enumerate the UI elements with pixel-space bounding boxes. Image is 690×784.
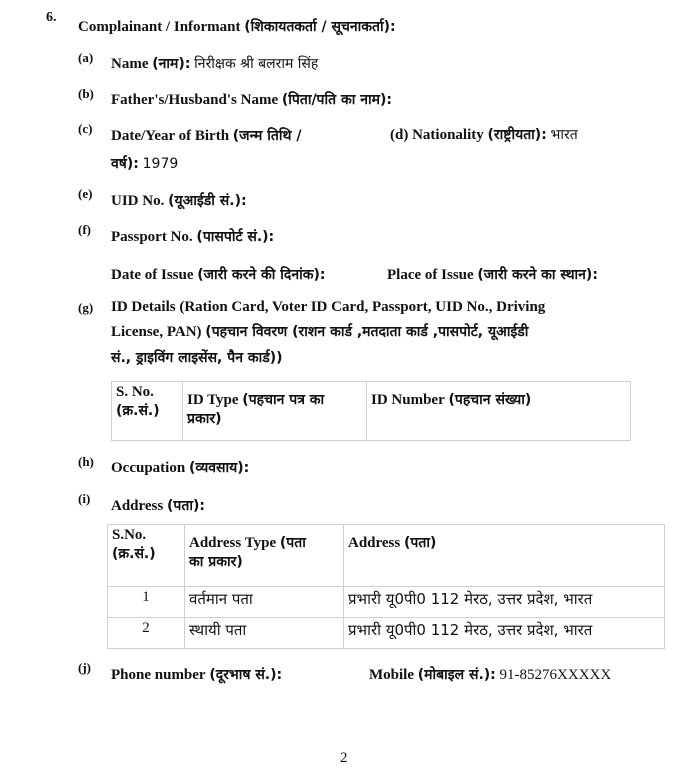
id-table: [111, 381, 631, 441]
id-table-header-sno: [112, 382, 183, 441]
id-table-header-type: [183, 382, 367, 441]
address-table-header-address-hi: (पता): [404, 535, 437, 551]
field-uid: [111, 191, 247, 210]
field-issue-place-hi: (जारी करने का स्थान):: [477, 267, 598, 283]
field-b-marker: (b): [78, 86, 94, 101]
field-id-details-line1: ID Details (Ration Card, Voter ID Card, Passport, UID No., Driving: [111, 299, 546, 315]
field-address-label-en: Address: [111, 498, 164, 514]
field-i-marker: (i): [78, 491, 91, 506]
page-number: 2: [340, 750, 348, 766]
field-id-details-line3: सं., ड्राइविंग लाइसेंस, पैन कार्ड)): [111, 350, 283, 366]
address-table-header-type: [185, 525, 344, 587]
field-dob-line2: [111, 154, 178, 173]
field-issue-place: [387, 265, 598, 284]
field-father-name: [111, 90, 392, 109]
field-phone-label-hi: (दूरभाष सं.):: [209, 667, 283, 683]
field-dob-label-en: Date/Year of Birth: [111, 128, 230, 144]
section-title-hi: (शिकायतकर्ता / सूचनाकर्ता):: [244, 19, 396, 35]
id-table-header-sno-en: S. No.: [116, 384, 154, 400]
address-table-header-type-line1: [189, 533, 339, 552]
address-table: [107, 524, 665, 649]
field-mobile-label-en: Mobile: [369, 667, 414, 683]
field-father-label-en: Father's/Husband's Name: [111, 92, 279, 108]
field-h-marker: (h): [78, 454, 94, 469]
address-table-header-type-en: Address Type: [189, 535, 277, 551]
field-dob-line1: [111, 126, 301, 145]
field-issue-place-en: Place of Issue: [387, 267, 474, 283]
address-row-2-type: स्थायी पता: [185, 618, 344, 649]
section-number: 6.: [46, 10, 57, 25]
field-mobile-value: 91-85276XXXXX: [499, 667, 612, 683]
address-table-header-sno-hi: (क्र.सं.): [112, 546, 156, 562]
field-passport-label-hi: (पासपोर्ट सं.):: [196, 229, 275, 245]
id-table-header-type-hi2: प्रकार): [187, 411, 222, 427]
field-father-label-hi: (पिता/पति का नाम):: [281, 92, 393, 108]
id-table-header-type-line1: [187, 390, 362, 409]
field-issue-date: [111, 265, 325, 284]
field-issue-date-en: Date of Issue: [111, 267, 194, 283]
id-table-header-row: [112, 382, 631, 441]
address-row-2-sno: 2: [108, 618, 185, 649]
field-uid-label-en: UID No.: [111, 193, 165, 209]
id-table-header-number-hi: (पहचान संख्या): [448, 392, 532, 408]
address-table-row: [108, 587, 665, 618]
address-table-header-sno-en: S.No.: [112, 527, 147, 543]
address-row-1-sno: 1: [108, 587, 185, 618]
id-table-header-number-en: ID Number: [371, 392, 445, 408]
section-title: [78, 17, 396, 36]
field-address-label-hi: (पता):: [167, 498, 205, 514]
address-table-header-address: [344, 525, 665, 587]
address-table-header-address-en: Address: [348, 535, 401, 551]
field-mobile-label-hi: (मोबाइल सं.):: [417, 667, 496, 683]
field-name-value: निरीक्षक श्री बलराम सिंह: [194, 56, 319, 72]
address-table-header-address-line: [348, 533, 660, 552]
field-passport: [111, 227, 274, 246]
field-passport-label-en: Passport No.: [111, 229, 193, 245]
address-table-header-type-hi: (पता: [279, 535, 306, 551]
address-table-header-sno: [108, 525, 185, 587]
field-dob-label-hi-1: (जन्म तिथि /: [232, 128, 302, 144]
address-row-1-type: वर्तमान पता: [185, 587, 344, 618]
field-name-label-hi: (नाम):: [152, 56, 191, 72]
field-j-marker: (j): [78, 660, 91, 675]
field-nationality-label-en: Nationality: [412, 127, 484, 143]
field-name: [111, 54, 318, 73]
address-table-header-type-hi2: का प्रकार): [189, 554, 243, 570]
field-issue-date-hi: (जारी करने की दिनांक):: [197, 267, 326, 283]
field-nationality-marker: (d): [390, 127, 409, 143]
field-occupation: [111, 458, 249, 477]
field-mobile: [369, 665, 611, 684]
id-table-header-number: [367, 382, 631, 441]
field-id-details-line2-en: License, PAN): [111, 324, 202, 340]
field-occupation-label-en: Occupation: [111, 460, 186, 476]
field-phone: [111, 665, 282, 684]
field-id-details-line2: [111, 322, 528, 341]
field-occupation-label-hi: (व्यवसाय):: [188, 460, 250, 476]
field-dob-label-hi-2: वर्ष):: [111, 156, 139, 172]
field-c-marker: (c): [78, 121, 93, 136]
field-id-details-line2-hi: (पहचान विवरण (राशन कार्ड ,मतदाता कार्ड ,पासपोर्ट, यूआईडी: [205, 324, 529, 340]
field-address: [111, 496, 205, 515]
id-table-header-sno-hi: (क्र.सं.): [116, 403, 160, 419]
field-g-marker: (g): [78, 300, 94, 315]
field-nationality: [390, 125, 578, 144]
id-table-header-number-line: [371, 390, 626, 409]
field-a-marker: (a): [78, 50, 94, 65]
address-table-header-row: [108, 525, 665, 587]
address-table-row: [108, 618, 665, 649]
field-e-marker: (e): [78, 186, 93, 201]
field-uid-label-hi: (यूआईडी सं.):: [168, 193, 247, 209]
field-nationality-value: भारत: [550, 127, 578, 143]
id-table-header-type-hi: (पहचान पत्र का: [242, 392, 325, 408]
field-nationality-label-hi: (राष्ट्रीयता):: [487, 127, 547, 143]
address-row-2-address: प्रभारी यू0पी0 112 मेरठ, उत्तर प्रदेश, भारत: [344, 618, 665, 649]
id-table-header-type-en: ID Type: [187, 392, 239, 408]
address-row-1-address: प्रभारी यू0पी0 112 मेरठ, उत्तर प्रदेश, भारत: [344, 587, 665, 618]
field-name-label-en: Name: [111, 56, 149, 72]
section-title-en: Complainant / Informant: [78, 19, 241, 35]
field-dob-value: 1979: [142, 156, 179, 172]
field-f-marker: (f): [78, 222, 91, 237]
field-phone-label-en: Phone number: [111, 667, 206, 683]
